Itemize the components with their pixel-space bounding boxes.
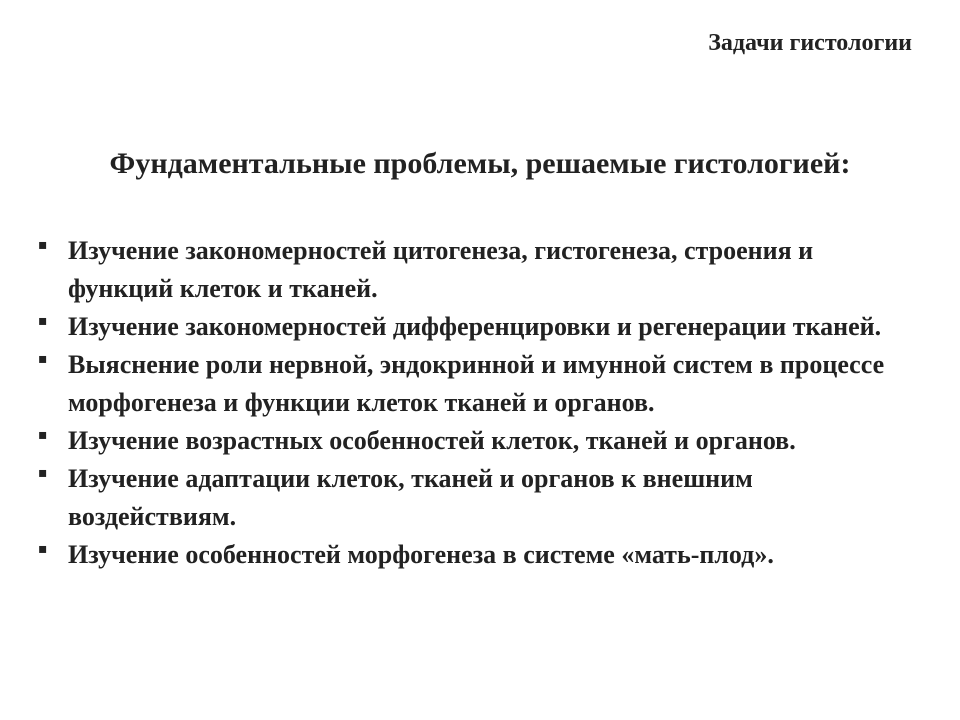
bullet-text: Изучение закономерностей цитогенеза, гистогенеза, строения и функций клеток и тканей. xyxy=(68,236,814,303)
bullet-text: Изучение особенностей морфогенеза в системе «мать-плод». xyxy=(68,540,774,569)
bullet-text: Изучение адаптации клеток, тканей и органов к внешним воздействиям. xyxy=(68,464,753,531)
bullet-item xyxy=(38,232,918,308)
bullet-item xyxy=(38,460,918,536)
slide-heading: Фундаментальные проблемы, решаемые гистологией: xyxy=(109,147,851,180)
bullet-text: Изучение возрастных особенностей клеток, тканей и органов. xyxy=(68,426,796,455)
bullet-square-icon: ▪ xyxy=(38,351,48,367)
bullet-square-icon: ▪ xyxy=(38,427,48,443)
bullet-item xyxy=(38,536,918,574)
bullet-text: Выяснение роли нервной, эндокринной и имунной систем в процессе морфогенеза и функции клеток тканей и органов. xyxy=(68,350,885,417)
bullet-item xyxy=(38,422,918,460)
bullet-square-icon: ▪ xyxy=(38,541,48,557)
bullet-list xyxy=(38,232,918,574)
bullet-square-icon: ▪ xyxy=(38,237,48,253)
bullet-item xyxy=(38,308,918,346)
bullet-text: Изучение закономерностей дифференцировки и регенерации тканей. xyxy=(68,312,882,341)
slide-header-title: Задачи гистологии xyxy=(708,30,912,56)
bullet-square-icon: ▪ xyxy=(38,313,48,329)
bullet-item xyxy=(38,346,918,422)
bullet-square-icon: ▪ xyxy=(38,465,48,481)
